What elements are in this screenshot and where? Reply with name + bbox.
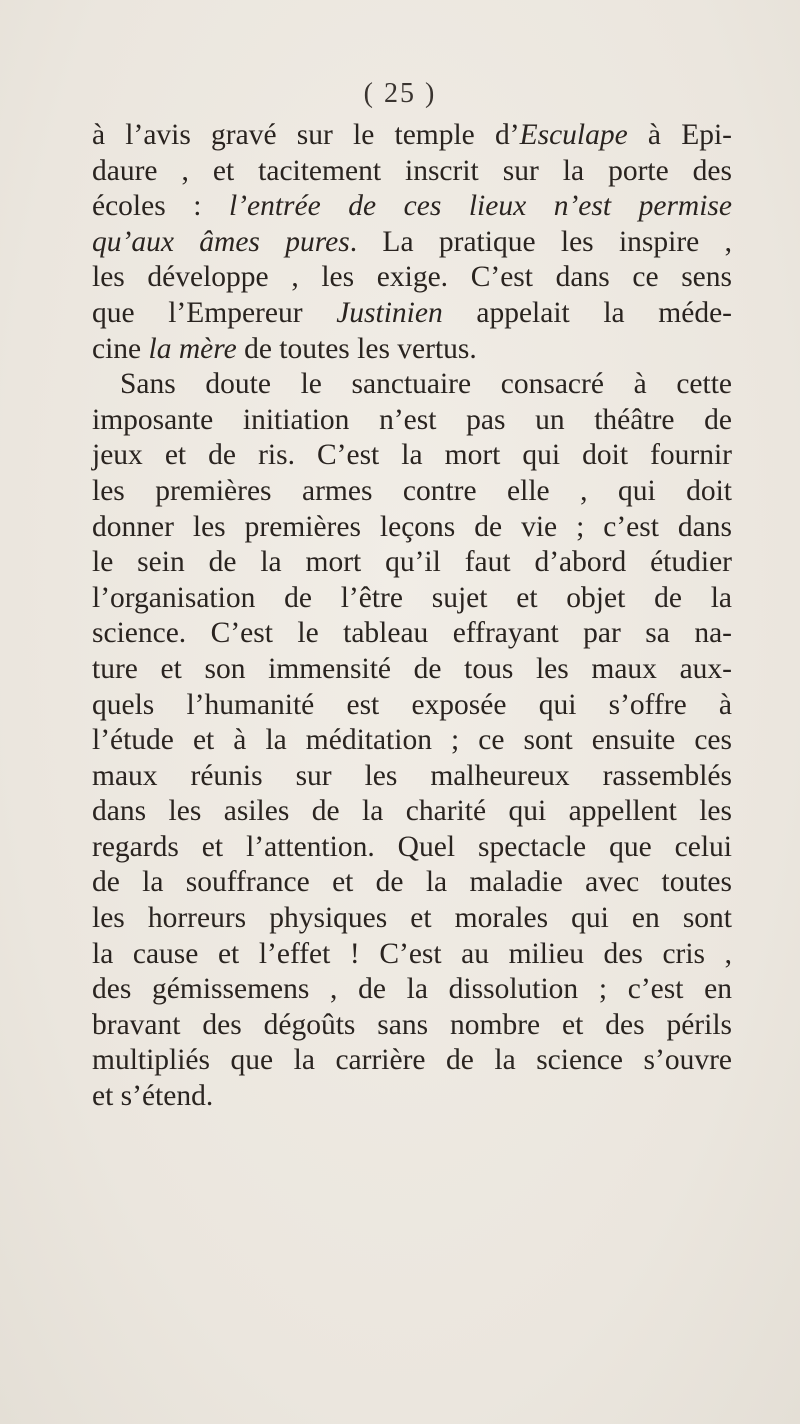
text-line: [92, 438, 732, 474]
italic-text: qu’aux âmes pures: [92, 225, 350, 258]
text-segment: Sans doute le sanctuaire consacré à cette: [120, 368, 732, 401]
text-line: [92, 937, 732, 973]
text-line: [92, 581, 732, 617]
text-segment: à Epi-: [627, 119, 732, 151]
text-line: [92, 759, 732, 795]
text-segment: les premières armes contre elle , qui doit: [92, 474, 732, 507]
text-segment: jeux et de ris. C’est la mort qui doit fournir: [92, 439, 732, 472]
text-segment: et s’étend.: [92, 1080, 214, 1113]
text-segment: la cause et l’effet ! C’est au milieu des cris ,: [92, 937, 732, 970]
text-line: [92, 332, 732, 368]
text-line: [92, 1043, 732, 1079]
italic-text: la mère: [148, 332, 237, 365]
text-line: [92, 1008, 732, 1044]
text-line: [92, 154, 732, 190]
text-line: [92, 296, 732, 332]
italic-text: l’entrée de ces lieux n’est permise: [228, 190, 732, 223]
text-line: [92, 545, 732, 581]
text-line: [92, 901, 732, 937]
text-segment: l’étude et à la méditation ; ce sont ensuite ces: [92, 724, 732, 757]
text-segment: quels l’humanité est exposée qui s’offre à: [92, 688, 732, 721]
text-segment: science. C’est le tableau effrayant par sa na-: [92, 617, 732, 650]
text-segment: que l’Empereur: [92, 296, 337, 329]
text-line: [92, 1079, 732, 1115]
text-line: [92, 865, 732, 901]
text-segment: cine: [92, 332, 149, 365]
text-line: [92, 474, 732, 510]
text-line: [92, 367, 732, 403]
text-segment: multipliés que la carrière de la science s’ouvre: [92, 1044, 732, 1077]
text-line: [92, 830, 732, 866]
italic-text: Justinien: [336, 296, 443, 329]
text-segment: regards et l’attention. Quel spectacle que celui: [92, 830, 732, 863]
text-line: [92, 652, 732, 688]
text-segment: l’organisation de l’être sujet et objet de la: [92, 581, 732, 614]
text-segment: daure , et tacitement inscrit sur la porte des: [92, 154, 732, 187]
page-number: ( 25 ): [363, 78, 437, 109]
text-segment: . La pratique les inspire ,: [349, 225, 732, 258]
text-segment: imposante initiation n’est pas un théâtre de: [92, 403, 732, 436]
text-segment: le sein de la mort qu’il faut d’abord étudier: [92, 546, 732, 579]
text-line: [92, 510, 732, 546]
body-text: [92, 118, 732, 1115]
text-segment: de toutes les vertus.: [236, 332, 477, 365]
text-segment: donner les premières leçons de vie ; c’est dans: [92, 510, 732, 543]
text-line: [92, 688, 732, 724]
text-line: [92, 794, 732, 830]
text-line: [92, 118, 732, 154]
text-segment: dans les asiles de la charité qui appellent les: [92, 795, 732, 828]
text-line: [92, 723, 732, 759]
italic-text: Esculape: [519, 119, 628, 151]
text-line: [92, 189, 732, 225]
text-segment: les développe , les exige. C’est dans ce sens: [92, 261, 732, 294]
text-line: [92, 972, 732, 1008]
text-line: [92, 260, 732, 296]
text-segment: à l’avis gravé sur le temple d’: [92, 119, 520, 151]
text-segment: les horreurs physiques et morales qui en sont: [92, 902, 732, 935]
text-segment: appelait la méde-: [442, 296, 732, 329]
text-segment: écoles :: [92, 190, 229, 223]
text-segment: de la souffrance et de la maladie avec toutes: [92, 866, 732, 899]
text-segment: maux réunis sur les malheureux rassemblés: [92, 759, 732, 792]
text-segment: bravant des dégoûts sans nombre et des périls: [92, 1008, 732, 1041]
text-line: [92, 616, 732, 652]
text-line: [92, 225, 732, 261]
text-line: [92, 403, 732, 439]
text-segment: ture et son immensité de tous les maux aux-: [92, 652, 732, 685]
text-segment: des gémissemens , de la dissolution ; c’est en: [92, 973, 732, 1006]
